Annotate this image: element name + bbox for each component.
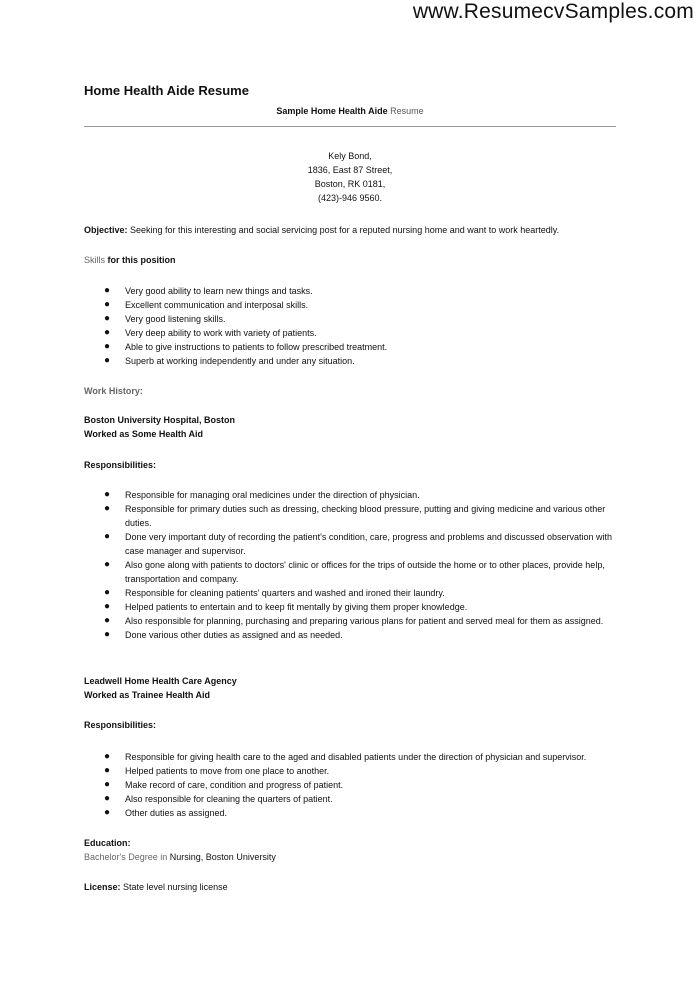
responsibility-text: Helped patients to entertain and to keep fit mentally by giving them proper knowledge. <box>125 602 468 612</box>
list-item <box>84 340 624 354</box>
objective <box>84 223 616 237</box>
skills-heading <box>84 253 616 267</box>
page-title: Home Health Aide Resume <box>84 83 249 98</box>
skills-label-a: Skills <box>84 255 106 265</box>
license-text: State level nursing license <box>123 882 228 892</box>
responsibility-text: Also responsible for planning, purchasing and preparing various plans for patient and served meal for them as assigned. <box>125 616 604 626</box>
list-item <box>84 764 624 778</box>
list-item <box>84 806 624 820</box>
responsibility-text: Done very important duty of recording the patient's condition, care, progress and problems and discussed observation with case manager and supervisor. <box>125 532 612 556</box>
job2-role: Worked as Trainee Health Aid <box>84 690 211 700</box>
bullet-icon: ● <box>104 327 111 338</box>
job1-responsibilities-heading: Responsibilities: <box>84 460 157 470</box>
header-divider <box>84 126 616 127</box>
list-item <box>84 530 624 558</box>
education-field: Nursing, Boston University <box>169 852 276 862</box>
bullet-icon: ● <box>104 341 111 352</box>
bullet-icon: ● <box>104 299 111 310</box>
skills-label-b: for this position <box>107 255 176 265</box>
site-watermark: www.ResumecvSamples.com <box>412 0 694 23</box>
responsibility-text: Make record of care, condition and progress of patient. <box>125 780 344 790</box>
responsibility-text: Responsible for managing oral medicines under the direction of physician. <box>125 490 420 500</box>
list-item <box>84 600 624 614</box>
education-heading: Education: <box>84 838 131 848</box>
list-item <box>84 792 624 806</box>
contact-block <box>84 149 616 205</box>
skill-text: Superb at working independently and under any situation. <box>125 356 355 366</box>
responsibility-text: Responsible for primary duties such as dressing, checking blood pressure, putting and giving medicine and various other duties. <box>125 504 606 528</box>
responsibility-text: Responsible for cleaning patients' quarters and washed and ironed their laundry. <box>125 588 445 598</box>
bullet-icon: ● <box>104 489 111 500</box>
job1-responsibilities-list <box>84 488 624 642</box>
bullet-icon: ● <box>104 629 111 640</box>
list-item <box>84 354 624 368</box>
job2-responsibilities-heading: Responsibilities: <box>84 720 157 730</box>
bullet-icon: ● <box>104 751 111 762</box>
responsibility-text: Also responsible for cleaning the quarters of patient. <box>125 794 333 804</box>
list-item <box>84 284 624 298</box>
job1-employer: Boston University Hospital, Boston <box>84 415 236 425</box>
license-label: License: <box>84 882 121 892</box>
responsibility-text: Other duties as assigned. <box>125 808 228 818</box>
list-item <box>84 326 624 340</box>
objective-label: Objective: <box>84 225 128 235</box>
bullet-icon: ● <box>104 285 111 296</box>
list-item <box>84 312 624 326</box>
list-item <box>84 628 624 642</box>
skill-text: Able to give instructions to patients to follow prescribed treatment. <box>125 342 388 352</box>
bullet-icon: ● <box>104 313 111 324</box>
list-item <box>84 488 624 502</box>
bullet-icon: ● <box>104 807 111 818</box>
bullet-icon: ● <box>104 531 111 542</box>
job2-responsibilities-list <box>84 750 624 820</box>
list-item <box>84 502 624 530</box>
responsibility-text: Done various other duties as assigned and as needed. <box>125 630 343 640</box>
contact-name: Kely Bond, <box>328 151 372 161</box>
bullet-icon: ● <box>104 355 111 366</box>
contact-address-line: 1836, East 87 Street, <box>307 165 393 175</box>
bullet-icon: ● <box>104 559 111 570</box>
list-item <box>84 778 624 792</box>
license <box>84 880 616 894</box>
job2-employer: Leadwell Home Health Care Agency <box>84 676 237 686</box>
bullet-icon: ● <box>104 587 111 598</box>
list-item <box>84 750 624 764</box>
bullet-icon: ● <box>104 779 111 790</box>
work-history-heading: Work History: <box>84 386 143 396</box>
skills-list <box>84 284 624 368</box>
skill-text: Very good ability to learn new things and tasks. <box>125 286 313 296</box>
responsibility-text: Also gone along with patients to doctors' clinic or offices for the trips of outside the home or to other places, provide help, transportation and company. <box>125 560 605 584</box>
education-degree: Bachelor's Degree in <box>84 852 168 862</box>
contact-phone: (423)-946 9560. <box>317 193 383 203</box>
bullet-icon: ● <box>104 503 111 514</box>
list-item <box>84 614 624 628</box>
skill-text: Excellent communication and interposal skills. <box>125 300 309 310</box>
bullet-icon: ● <box>104 601 111 612</box>
list-item <box>84 586 624 600</box>
skill-text: Very good listening skills. <box>125 314 226 324</box>
job1-role: Worked as Some Health Aid <box>84 429 204 439</box>
list-item <box>84 298 624 312</box>
education-detail <box>84 850 616 864</box>
bullet-icon: ● <box>104 615 111 626</box>
list-item <box>84 558 624 586</box>
objective-text: Seeking for this interesting and social servicing post for a reputed nursing home and want to work heartedly. <box>130 225 560 235</box>
responsibility-text: Responsible for giving health care to the aged and disabled patients under the direction of physician and supervisor. <box>125 752 587 762</box>
contact-city-line: Boston, RK 0181, <box>314 179 386 189</box>
bullet-icon: ● <box>104 765 111 776</box>
bullet-icon: ● <box>104 793 111 804</box>
subtitle-bold: Sample Home Health Aide <box>276 106 388 116</box>
responsibility-text: Helped patients to move from one place to another. <box>125 766 330 776</box>
subtitle-grey: Resume <box>390 106 424 116</box>
subtitle <box>84 104 616 118</box>
skill-text: Very deep ability to work with variety of patients. <box>125 328 317 338</box>
